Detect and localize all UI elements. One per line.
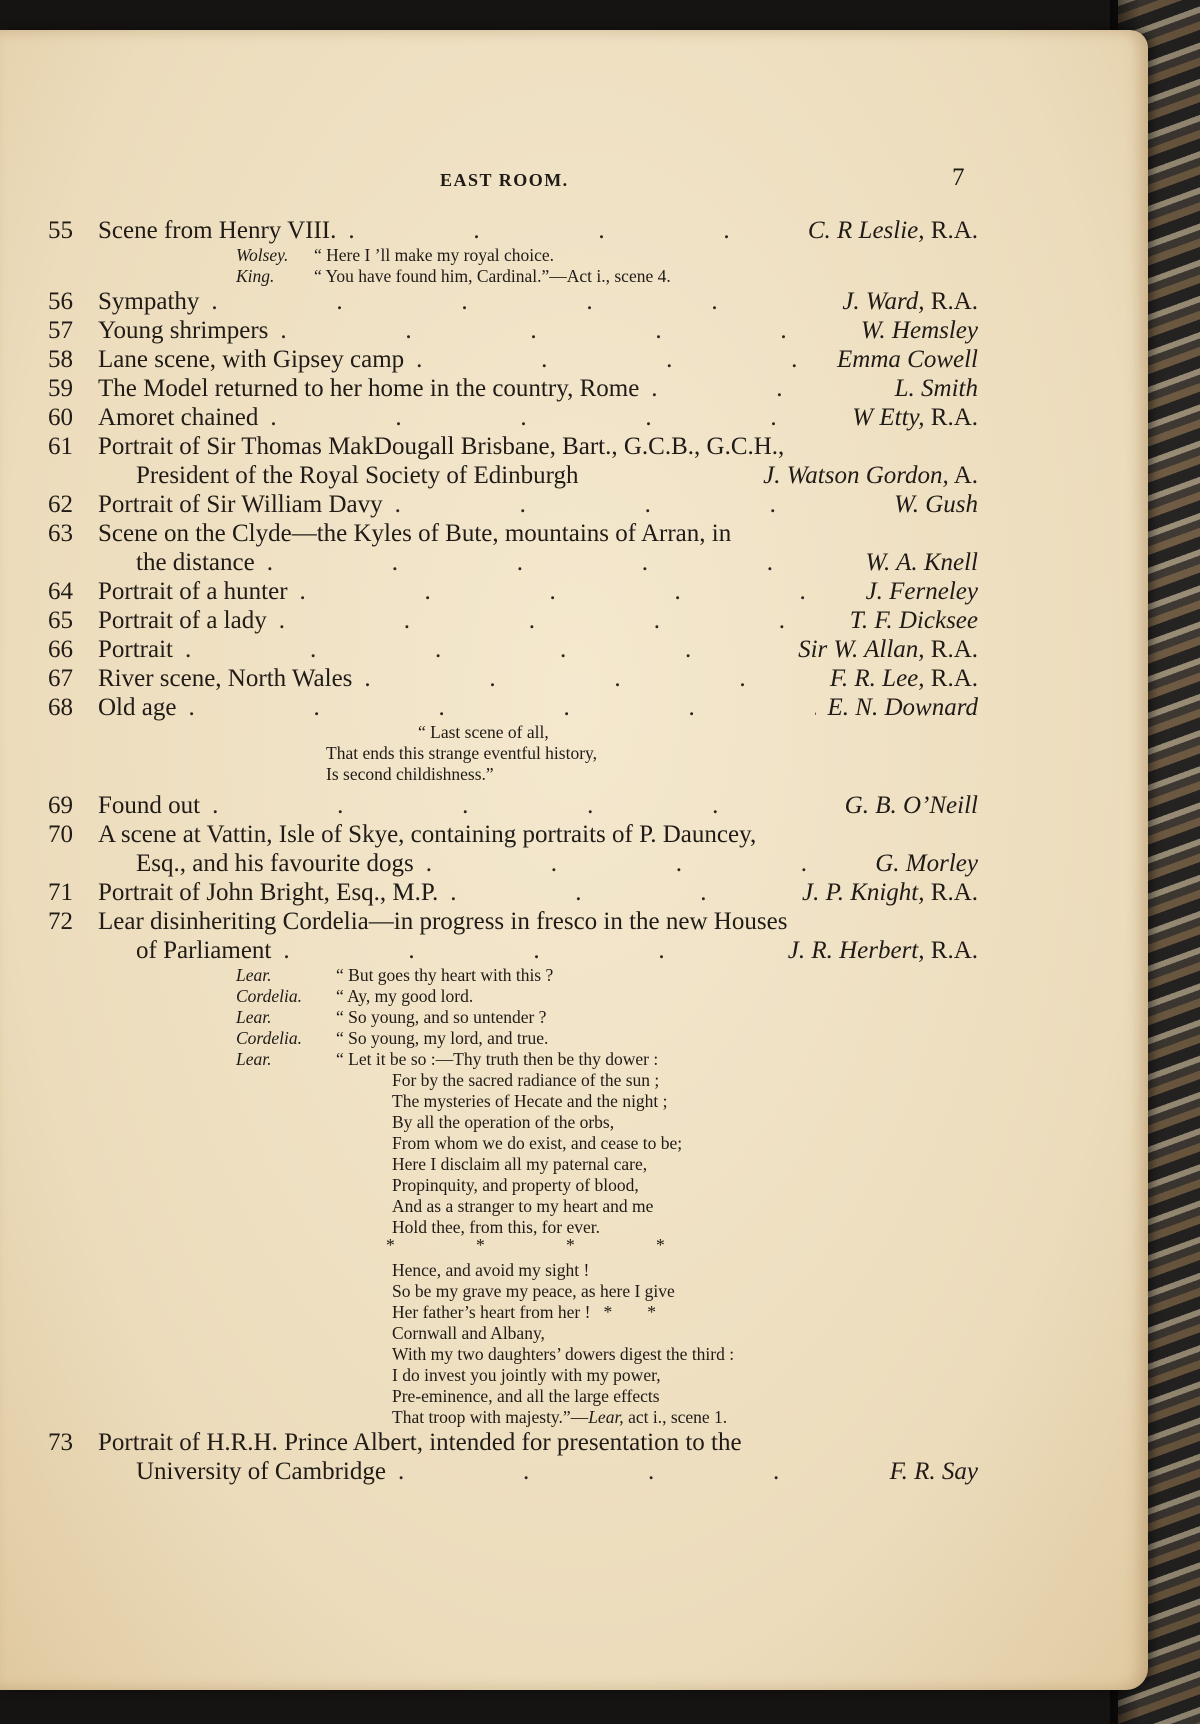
room-title: EAST ROOM. bbox=[440, 170, 569, 190]
artist: E. N. Downard bbox=[827, 694, 978, 721]
artist: L. Smith bbox=[894, 375, 978, 402]
artist: W. A. Knell bbox=[865, 549, 978, 576]
entry-61: 61 Portrait of Sir Thomas MakDougall Brisbane, Bart., G.C.B., G.C.H., bbox=[48, 433, 785, 460]
artist: F. R. Say bbox=[889, 1458, 978, 1485]
artist: W. Hemsley bbox=[860, 317, 978, 344]
entry-69: 69 Found out . G. B. O’Neill bbox=[48, 791, 978, 820]
catalogue-entries bbox=[48, 216, 978, 1486]
artist: J. Watson Gordon, A. bbox=[763, 462, 978, 489]
artist: J. Ferneley bbox=[865, 578, 978, 605]
entry-60: 60 Amoret chained . W Etty, R.A. bbox=[48, 403, 978, 432]
asterisks: * * * * bbox=[386, 1235, 665, 1255]
entry-66: 66 Portrait . Sir W. Allan, R.A. bbox=[48, 635, 978, 664]
artist: W. Gush bbox=[894, 491, 978, 518]
entry-72-dialogue: Lear. “ But goes thy heart with this ? Cordelia. “ Ay, my good lord. Lear. “ So young, and so untender ? Cordelia. “ So young, my lord, and true. Lear. “ Let it be so :—Thy truth then be thy dower : bbox=[236, 965, 659, 1069]
entry-55: 55 Scene from Henry VIII. . C. R Leslie, R.A. bbox=[48, 216, 978, 245]
entry-59: 59 The Model returned to her home in the country, Rome . L. Smith bbox=[48, 374, 978, 403]
entry-55-dialogue: Wolsey. “ Here I ’ll make my royal choice. King. “ You have found him, Cardinal.”—Act i., scene 4. bbox=[236, 245, 671, 286]
entry-67: 67 River scene, North Wales . F. R. Lee, R.A. bbox=[48, 664, 978, 693]
catalogue-page bbox=[0, 30, 1148, 1690]
entry-58: 58 Lane scene, with Gipsey camp . Emma Cowell bbox=[48, 345, 978, 374]
artist: J. R. Herbert, R.A. bbox=[787, 937, 978, 964]
entry-62: 62 Portrait of Sir William Davy . W. Gush bbox=[48, 490, 978, 519]
artist: Emma Cowell bbox=[837, 346, 978, 373]
artist: G. Morley bbox=[875, 850, 978, 877]
verse-citation: That troop with majesty.”—Lear, act i., scene 1. bbox=[392, 1407, 728, 1427]
entry-70-cont: Esq., and his favourite dogs . G. Morley bbox=[48, 849, 978, 878]
entry-56: 56 Sympathy . J. Ward, R.A. bbox=[48, 287, 978, 316]
artist: J. P. Knight, R.A. bbox=[802, 879, 978, 906]
running-header bbox=[0, 140, 1148, 191]
artist: F. R. Lee, R.A. bbox=[829, 665, 978, 692]
entry-65: 65 Portrait of a lady . T. F. Dicksee bbox=[48, 606, 978, 635]
artist: Sir W. Allan, R.A. bbox=[798, 636, 978, 663]
entry-73-cont: University of Cambridge . F. R. Say bbox=[48, 1457, 978, 1486]
entry-68: 68 Old age . E. N. Downard bbox=[48, 693, 978, 722]
entry-72-cont: of Parliament . J. R. Herbert, R.A. bbox=[48, 936, 978, 965]
artist: C. R Leslie, R.A. bbox=[807, 217, 978, 244]
entry-70: 70 A scene at Vattin, Isle of Skye, containing portraits of P. Dauncey, bbox=[48, 821, 757, 848]
entry-63-cont: the distance . W. A. Knell bbox=[48, 548, 978, 577]
entry-72-verse: For by the sacred radiance of the sun ; The mysteries of Hecate and the night ; By all the operation of the orbs, From whom we do exist, and cease to be; Here I disclaim all my paternal care, Propinquity, and property of blood, And as a stranger to my heart and me Hold thee, from this, for ever. * * * * Hence, and avoid my sight ! So be my grave my peace, as here I give Her father’s heart from her ! * * Cornwall and Albany, With my two daughters’ dowers digest the third : I do invest you jointly with my power, Pre-eminence, and all the large effects That troop with majesty.”—Lear, act i., scene 1. bbox=[48, 1070, 978, 1428]
page-number: 7 bbox=[952, 164, 965, 191]
artist: G. B. O’Neill bbox=[844, 792, 978, 819]
entry-61-cont: President of the Royal Society of Edinburgh J. Watson Gordon, A. bbox=[136, 462, 978, 489]
entry-57: 57 Young shrimpers . W. Hemsley bbox=[48, 316, 978, 345]
entry-64: 64 Portrait of a hunter . J. Ferneley bbox=[48, 577, 978, 606]
entry-63: 63 Scene on the Clyde—the Kyles of Bute, mountains of Arran, in bbox=[48, 520, 732, 547]
entry-73: 73 Portrait of H.R.H. Prince Albert, intended for presentation to the bbox=[48, 1429, 742, 1456]
artist: J. Ward, R.A. bbox=[842, 288, 978, 315]
entry-72: 72 Lear disinheriting Cordelia—in progress in fresco in the new Houses bbox=[48, 908, 788, 935]
entry-68-quote: “ Last scene of all, That ends this strange eventful history, Is second childishness.” bbox=[326, 722, 598, 784]
artist: W Etty, R.A. bbox=[852, 404, 978, 431]
entry-71: 71 Portrait of John Bright, Esq., M.P. . J. P. Knight, R.A. bbox=[48, 878, 978, 907]
artist: T. F. Dicksee bbox=[849, 607, 978, 634]
